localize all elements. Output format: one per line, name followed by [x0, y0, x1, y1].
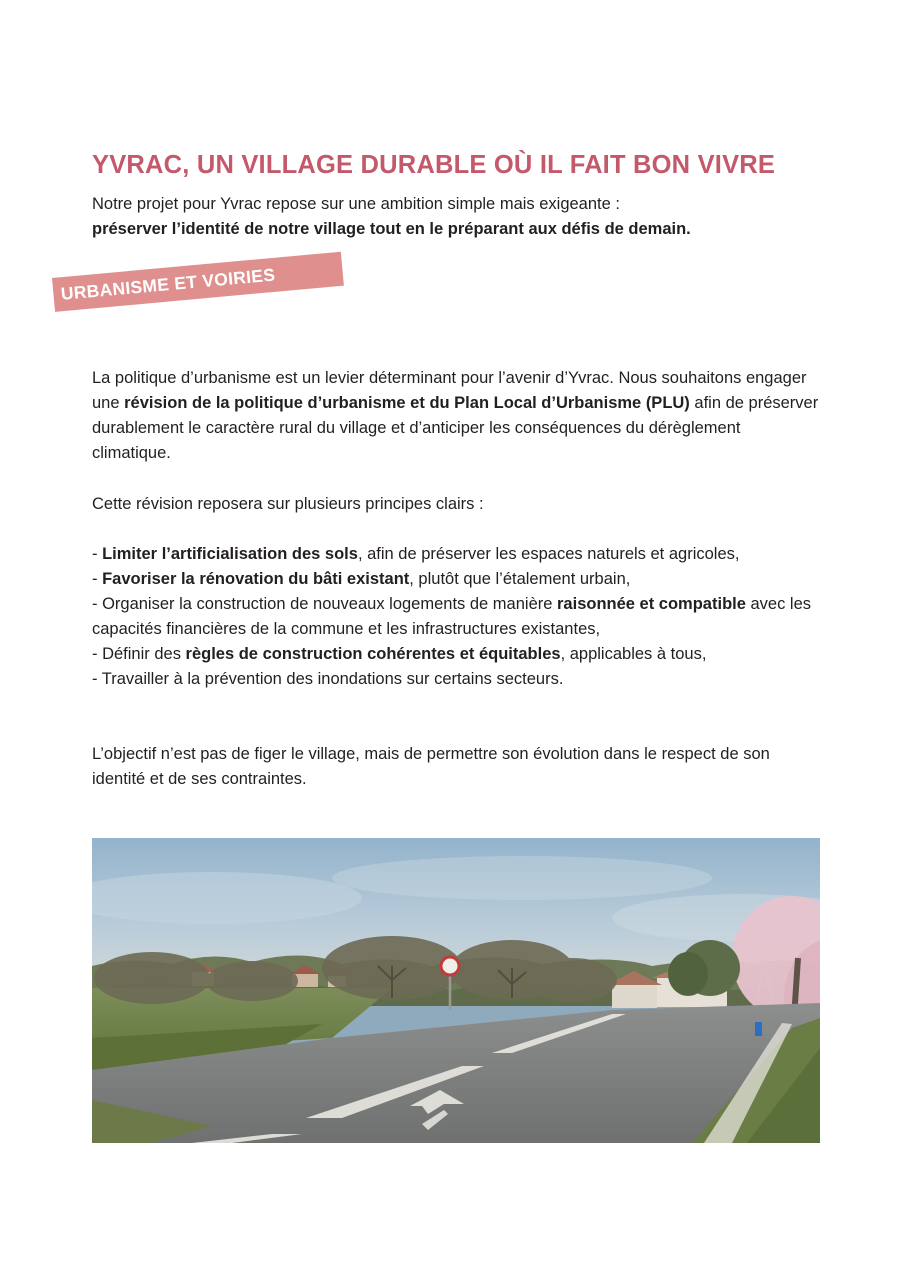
paragraph-1-part-1: La politique d’urbanisme est un levier déterminant pour l’avenir d’Yvrac. Nous souhaitons engager une — [92, 369, 807, 413]
list-item-rest: , afin de préserver les espaces naturels et agricoles, — [357, 545, 740, 563]
section-banner — [52, 264, 362, 330]
section-banner-label: URBANISME ET VOIRIES — [60, 264, 276, 304]
list-item-prefix: - — [92, 570, 103, 589]
list-item-rest: , applicables à tous, — [560, 645, 707, 664]
list-item-prefix: - — [92, 545, 103, 563]
village-road-photo — [92, 838, 820, 1143]
list-item-bold: raisonnée et compatible — [557, 595, 746, 614]
list-item-prefix: - Définir des — [92, 645, 186, 664]
list-item — [92, 592, 822, 642]
paragraph-1-part-2: afin de préserver durablement le caractère rural du village et d’anticiper les conséquences du dérèglement climatique. — [92, 394, 819, 463]
list-item — [92, 567, 822, 592]
list-item — [92, 667, 822, 692]
list-item — [92, 642, 822, 667]
intro-line-1: Notre projet pour Yvrac repose sur une ambition simple mais exigeante : — [92, 195, 620, 213]
intro-paragraph — [92, 192, 818, 242]
photo-illustration — [92, 838, 820, 1143]
page-title: YVRAC, UN VILLAGE DURABLE OÙ IL FAIT BON VIVRE — [92, 151, 776, 180]
paragraph-objectif: L’objectif n’est pas de figer le village, mais de permettre son évolution dans le respect de son identité et de ses contraintes. — [92, 745, 770, 789]
list-item-prefix: - Organiser la construction de nouveaux logements de manière — [92, 595, 558, 614]
list-item-rest: avec les capacités financières de la commune et les infrastructures existantes, — [92, 595, 812, 639]
list-item-prefix: - Travailler à la prévention des inondations sur certains secteurs. — [92, 670, 564, 689]
paragraph-urbanisme — [92, 366, 822, 466]
principles-list — [92, 542, 822, 692]
list-item-bold: règles de construction cohérentes et équitables — [185, 645, 561, 664]
intro-line-2: préserver l’identité de notre village tout en le préparant aux défis de demain. — [92, 219, 691, 238]
paragraph-principes: Cette révision reposera sur plusieurs principes clairs : — [92, 495, 484, 513]
list-item — [92, 542, 822, 567]
list-item-bold: Limiter l’artificialisation des sols — [102, 545, 358, 563]
list-item-bold: Favoriser la rénovation du bâti existant — [102, 570, 410, 589]
list-item-rest: , plutôt que l’étalement urbain, — [409, 570, 631, 589]
paragraph-1-bold: révision de la politique d’urbanisme et du Plan Local d’Urbanisme (PLU) — [124, 394, 690, 413]
